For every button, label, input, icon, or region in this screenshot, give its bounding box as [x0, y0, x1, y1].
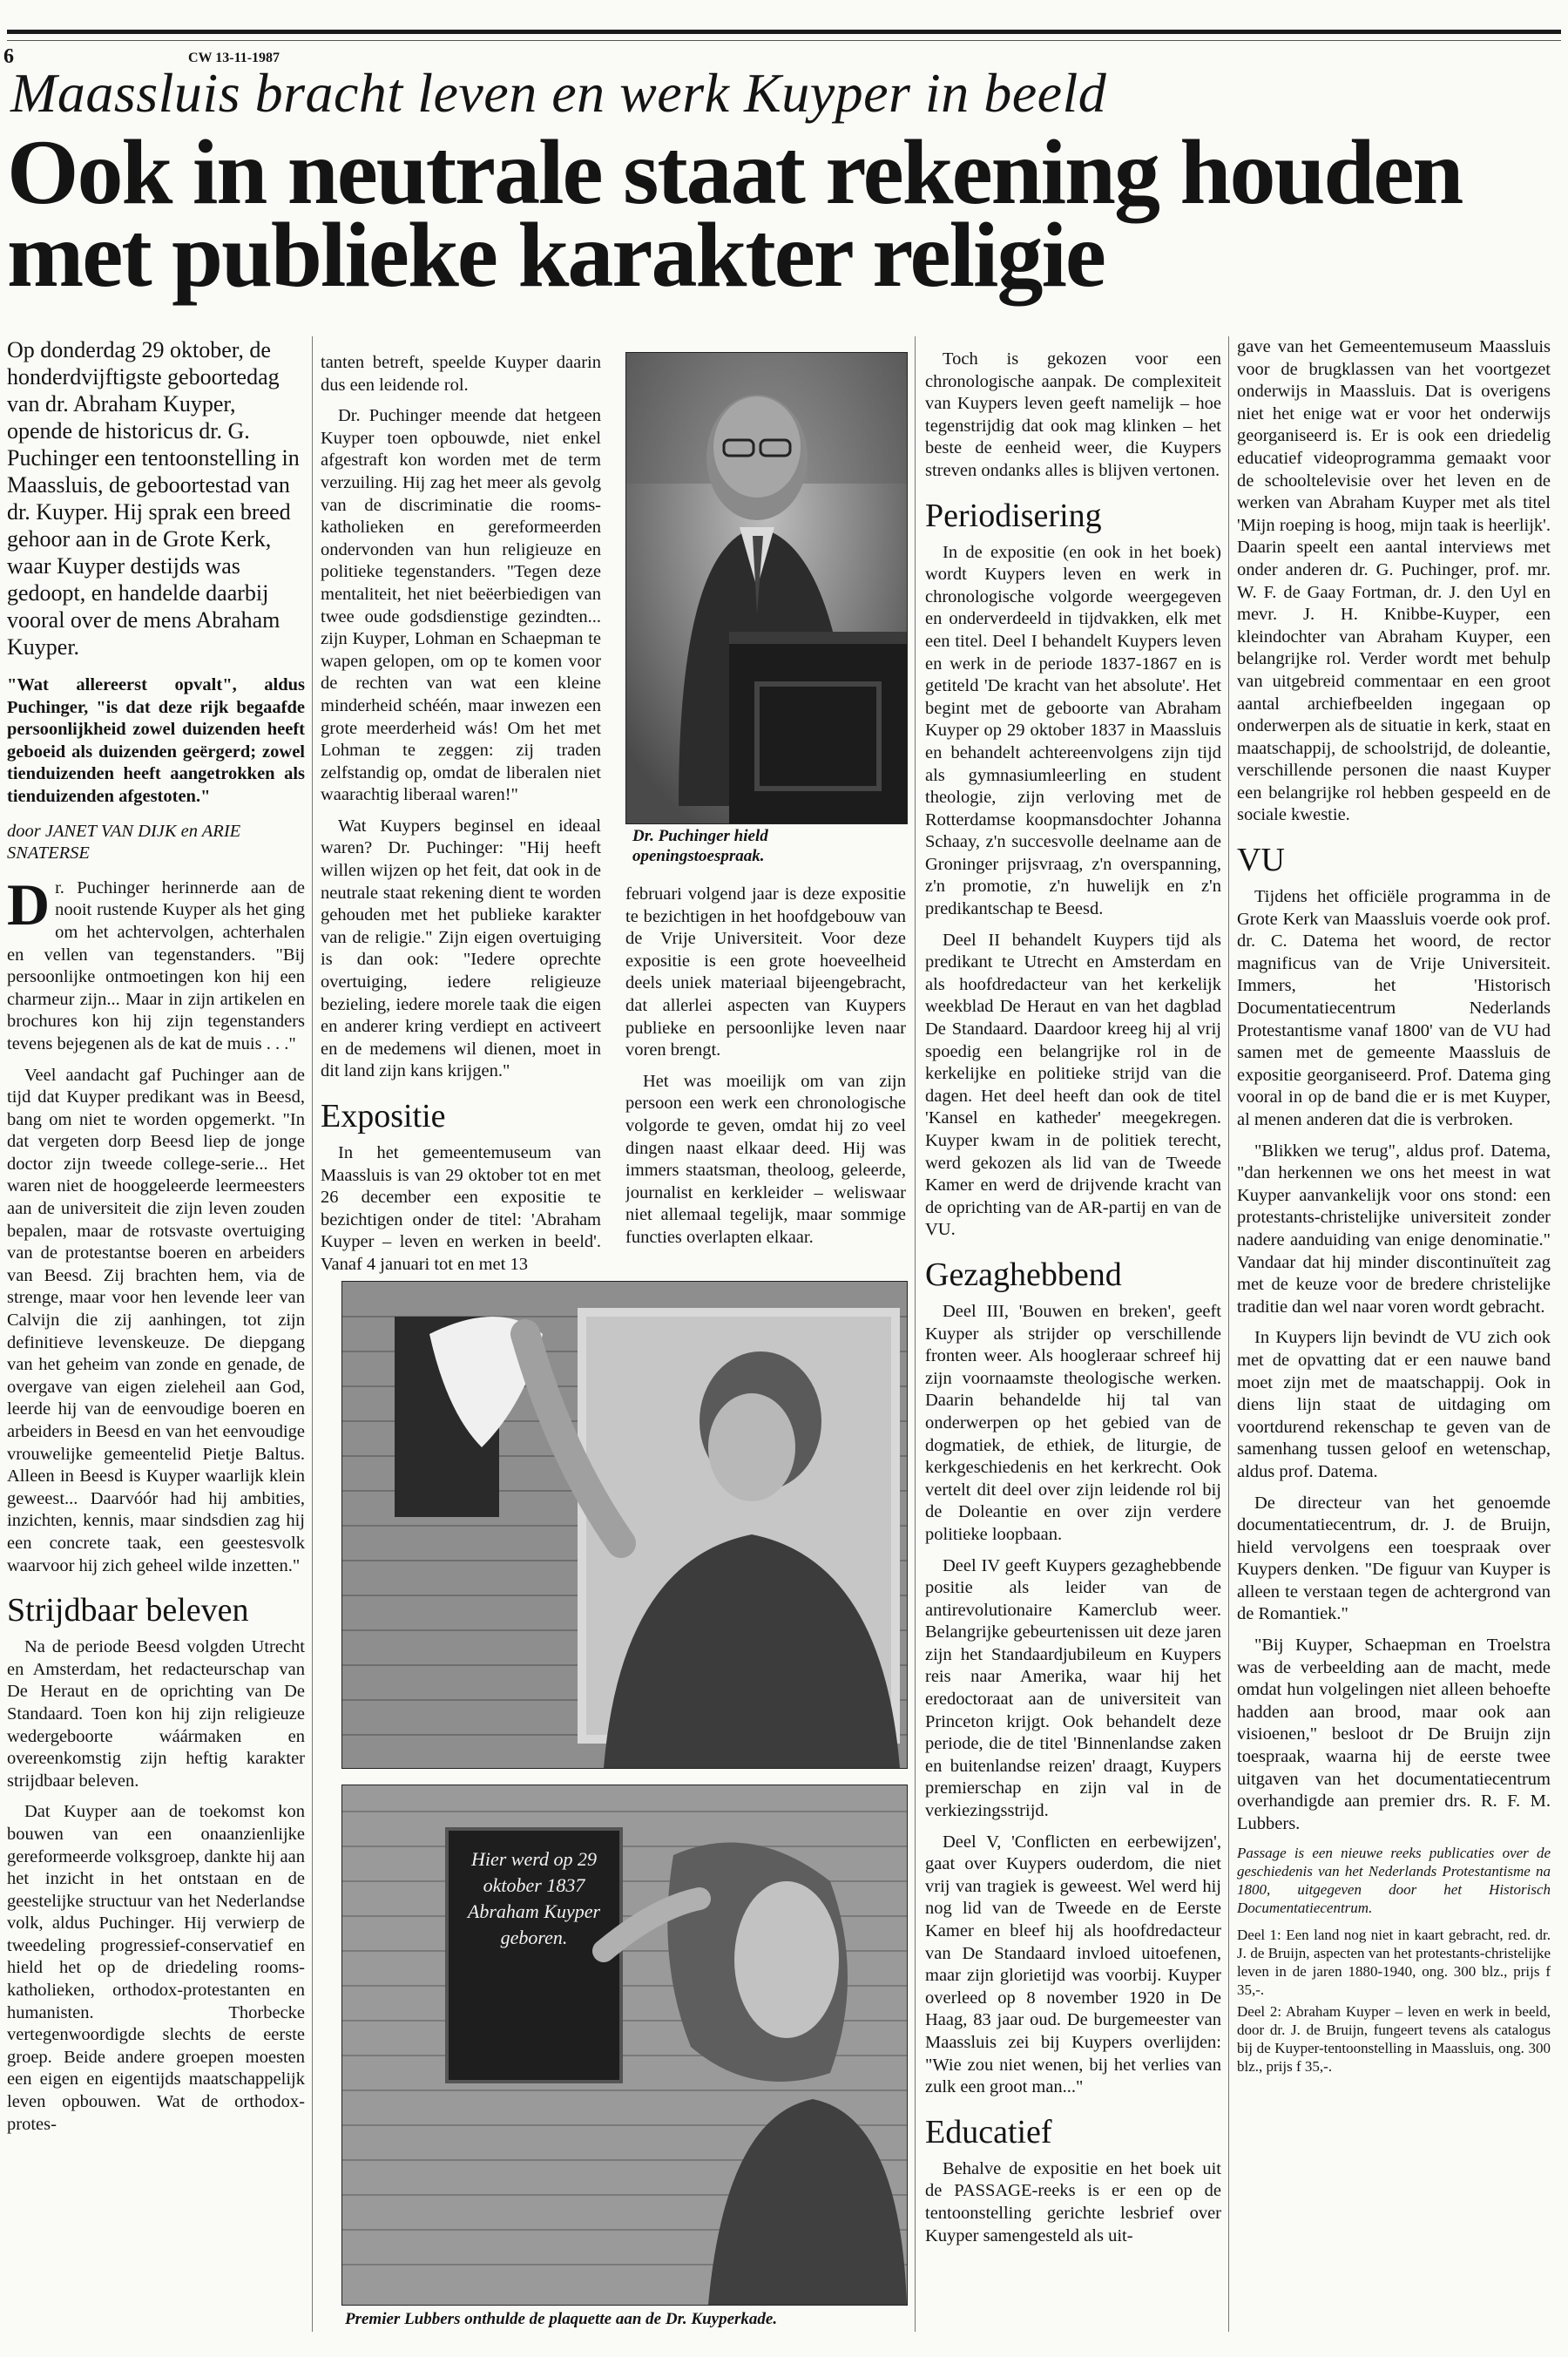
col5-p5: De directeur van het genoemde documentatiecentrum, dr. J. de Bruijn, hield vervolgens een toespraak over Kuypers denken. "De figuur van Kuyper is alleen te verstaan tegen de achtergrond van de Romantiek." [1237, 1493, 1551, 1624]
footnote-deel-1: Deel 1: Een land nog niet in kaart gebracht, red. dr. J. de Bruijn, aspecten van het protestants-christelijke leven in de jaren 1880-1940, ong. 300 blz., prijs f 35,-. [1237, 1927, 1551, 1999]
column-3 [625, 884, 906, 1337]
photo-puchinger [625, 352, 908, 824]
photo-plaque [341, 1785, 908, 2306]
col2-p1: tanten betreft, speelde Kuyper daarin dus een leidende rol. [321, 353, 601, 395]
col4-p1: Toch is gekozen voor een chronologische aanpak. De complexiteit van Kuypers leven geeft namelijk – hoe tegenstrijdig dat ook mag klinken – het beste de eenheid weer, die Kuypers streven ondanks alles is blijven vertonen. [925, 349, 1221, 480]
photo-plaque-image [342, 1785, 907, 2305]
column-rule [1228, 336, 1229, 2332]
col1-p4: Dat Kuyper aan de toekomst kon bouwen van een onaanzienlijke gereformeerde volksgroep, dankte hij aan het inzicht in het ontstaan en de geestelijke structuur van het Nederlandse volk, aldus Puchinger. Hij verwierp de tweedeling progressief-conservatief en hield het op de driedeling rooms-katholieken, orthodox-protestanten en humanisten. Thorbecke vertegenwoordigde slechts de eerste groep. Beide andere groepen moesten een eigen en eigentijds maatschappelijk leven opbouwen. Wat de orthodox-protes- [7, 1802, 305, 2134]
subhead-educatief: Educatief [925, 2113, 1052, 2150]
col5-p4: In Kuypers lijn bevindt de VU zich ook met de opvatting dat er een nauwe band moet zijn met de maatschappij. Ook in diens lijn staat de uitdaging om voortdurend rekenschap te geven van de samenhang tussen geloof en wetenschap, aldus prof. Datema. [1237, 1328, 1551, 1481]
col4-p3: Deel II behandelt Kuypers tijd als predikant te Utrecht en Amsterdam en als hoofdredacteur van het kerkelijk weekblad De Heraut en van het dagblad De Standaard. Daardoor kreeg hij al vrij spoedig een belangrijke rol in de kerkelijke en politieke strijd van die dagen. Het deel heeft dan ook de titel 'Kansel en katheder' meegekregen. Kuyper kwam in de politiek terecht, werd gekozen als lid van de Tweede Kamer en werd de drijvende kracht van de oprichting van de AR-partij en van de VU. [925, 930, 1221, 1240]
column-1 [7, 336, 305, 2340]
photo-puchinger-caption: Dr. Puchinger hield openingstoespraak. [632, 827, 768, 865]
col2-p2: Dr. Puchinger meende dat hetgeen Kuyper toen opbouwde, niet enkel afgestraft kon worden met de term verzuiling. Hij zag het meer als gevolg van de discriminatie die rooms-katholieken en gereformeerden ondervonden van hun religieuze en politieke tegenstanders. "Tegen deze mentaliteit, het niet beëerbiedigen van twee oude godsdienstige gezindten... zijn Kuyper, Lohman en Schaepman te wapen gelopen, om op te komen voor de rechten van wat een kleine minderheid schéén, maar inwezen een grote meerderheid wás! Om het met Lohman te zeggen: zij traden zelfstandig op, omdat de liberalen niet waarachtig liberaal waren!" [321, 406, 601, 805]
column-4 [925, 349, 1221, 2344]
kicker: Maassluis bracht leven en werk Kuyper in beeld [10, 62, 1107, 124]
column-rule [915, 336, 916, 2332]
col4-p6: Deel V, 'Conflicten en eerbewijzen', gaat over Kuypers ouderdom, die niet vrij van tragiek is geweest. Wel werd hij nog lid van de Tweede en de Eerste Kamer en bleef hij als hoofdredacteur van De Standaard invloed uitoefenen, maar zijn glorietijd was voorbij. Kuyper overleed op 8 november 1920 in De Haag, 83 jaar oud. De burgemeester van Maassluis zei bij Kuypers overlijden: "Wie zou niet wenen, bij het verlies van zulk een groot man..." [925, 1832, 1221, 2097]
subhead-gezaghebbend: Gezaghebbend [925, 1256, 1122, 1293]
subhead-strijdbaar: Strijdbaar beleven [7, 1592, 249, 1629]
col1-p1: Dr. Puchinger herinnerde aan de nooit rustende Kuyper als het ging om het achtervolgen, achterhalen en vellen van tegenstanders. "Bij persoonlijke ontmoetingen kon hij een charmeur zijn... Maar in zijn artikelen en brochures kon hij zijn tegenstanders tevens bejegenen als de kat de muis . . ." [7, 870, 305, 1053]
photo-puchinger-image [626, 353, 907, 823]
drop-cap: D [7, 870, 51, 938]
subhead-expositie: Expositie [321, 1098, 446, 1134]
top-rule [7, 30, 1561, 34]
col3-p1: februari volgend jaar is deze expositie te bezichtigen in het hoofdgebouw van de Vrije Universiteit. Voor deze expositie is een grote hoeveelheid deels uniek materiaal bijeengebracht, dat allerlei aspecten van Kuypers publieke en persoonlijke leven naar voren brengt. [625, 884, 906, 1060]
col3-p2: Het was moeilijk om van zijn persoon een werk een chronologische volgorde te geven, omdat hij zo veel dingen naast elkaar deed. Hij was immers staatsman, theoloog, geleerde, journalist en kerkleider – weliswaar niet allemaal tegelijk, maar sommige functies overlapten elkaar. [625, 1071, 906, 1247]
col4-p2: In de expositie (en ook in het boek) wordt Kuypers leven en werk in chronologische volgorde weergegeven en onderverdeeld in tijdvakken, elk met een titel. Deel I behandelt Kuypers leven en werk in de periode 1837-1867 en is getiteld 'De kracht van het absolute'. Het begint met de geboorte van Abraham Kuyper op 29 oktober 1837 in Maassluis en behandelt achtereenvolgens zijn tijd als gymnasiumleerling en student theologie, zijn verloving met de Rotterdamse koopmansdochter Johanna Schaay, z'n succesvolle deelname aan de Groninger prijsvraag, z'n overspanning, z'n promotie, z'n huwelijk en z'n predikantschap te Beesd. [925, 542, 1221, 919]
col4-p5: Deel IV geeft Kuypers gezaghebbende positie als leider van de antirevolutionaire Kamerclub weer. Belangrijke gebeurtenissen uit deze jaren zijn het Standaardjubileum en Kuypers reis naar Amerika, waar hij het eredoctoraat aan de universiteit van Princeton krijgt. Ook behandelt deze periode, die de titel 'Binnenlandse zaken en buitenlandse reizen' draagt, Kuypers premierschap en zijn val in de verkiezingsstrijd. [925, 1555, 1221, 1821]
page-number: 6 [3, 45, 14, 68]
subhead-vu: VU [1237, 842, 1285, 879]
top-rule-thin [7, 40, 1561, 41]
col1-p2: Veel aandacht gaf Puchinger aan de tijd dat Kuyper predikant was in Beesd, bang om niet te worden opgemerkt. "In dat vergeten dorp Beesd liep de jonge doctor zijn tweede college-serie... Het waren niet de hooggeleerde leermeesters aan de universiteit die zijn leven zouden bepalen, maar de rotsvaste overtuiging van de protestantse boeren en arbeiders van Beesd. Zij brachten hem, via de strenge, maar voor hen levende leer van Calvijn die zij aanhingen, tot zijn definitieve levenskeuze. De diepgang van het geheim van zonde en genade, de overgave van eigen zieleheil aan God, leerde hij van de eenvoudige boeren en arbeiders in Beesd en van het eenvoudige vrouwelijke gemeentelid Pietje Baltus. Alleen in Beesd is Kuyper waarlijk klein geweest... Daarvóór had hij ambities, inzichten, kennis, maar sindsdien zag hij een concrete taak, een geestesvolk waarvoor hij zich geheel wilde inzetten." [7, 1065, 305, 1575]
byline: door JANET VAN DIJK en ARIE SNATERSE [7, 821, 241, 864]
column-5 [1237, 336, 1551, 2340]
photo-lubbers-image [342, 1282, 907, 1768]
plaque-text: Hier werd op 29 oktober 1837 Abraham Kuyper geboren. [467, 1848, 601, 1948]
footnote-deel-2: Deel 2: Abraham Kuyper – leven en werk in beeld, door dr. J. de Bruijn, fungeert tevens als catalogus bij de Kuyper-tentoonstelling in Maassluis, ong. 300 blz., prijs f 35,-. [1237, 2003, 1551, 2076]
col5-p3: "Blikken we terug", aldus prof. Datema, "dan herkennen we ons het meest in wat Kuyper aanvankelijk voor ons stond: een protestants-christelijke universiteit zonder nadere aanduiding van enige denominatie." Vandaar dat hij minder discontinuïteit zag met de keuze voor de bredere christelijke traditie dan wel naar voren wordt gebracht. [1237, 1141, 1551, 1317]
footnote-passage: Passage is een nieuwe reeks publicaties over de geschiedenis van het Nederlands Protestantisme na 1800, uitgegeven door het Historisch Documentatiecentrum. [1237, 1845, 1551, 1917]
subhead-periodisering: Periodisering [925, 497, 1102, 534]
col5-p2: Tijdens het officiële programma in de Grote Kerk van Maassluis voerde ook prof. dr. C. Datema het woord, de rector magnificus van de Vrije Universiteit. Immers, het 'Historisch Documentatiecentrum Nederlands Protestantisme vanaf 1800' van de VU had samen met de gemeente Maassluis de expositie georganiseerd. Prof. Datema ging vooral in op de band die er is met Kuyper, al menen anderen dat die is verbroken. [1237, 887, 1551, 1129]
photo-lubbers-caption: Premier Lubbers onthulde de plaquette aan de Dr. Kuyperkade. [345, 2310, 778, 2328]
lead-paragraph: Op donderdag 29 oktober, de honderdvijftigste geboortedag van dr. Abraham Kuyper, opende de historicus dr. G. Puchinger een tentoonstelling in Maassluis, de geboortestad van dr. Kuyper. Hij sprak een breed gehoor aan in de Grote Kerk, waar Kuyper destijds was gedoopt, en handelde daarbij vooral over de mens Abraham Kuyper. [7, 337, 300, 660]
col4-p7: Behalve de expositie en het boek uit de PASSAGE-reeks is er een op de tentoonstelling gerichte lesbrief over Kuyper samengesteld als uit- [925, 2158, 1221, 2245]
dateline: CW 13-11-1987 [188, 51, 280, 65]
photo-lubbers-unveiling [341, 1281, 908, 1769]
headline: Ook in neutrale staat rekening houden met publieke karakter religie [7, 121, 1463, 306]
column-rule [312, 336, 313, 2332]
intro-quote: "Wat allereerst opvalt", aldus Puchinger, "is dat deze rijk begaafde persoonlijkheid zowel duizenden heeft geboeid als duizenden geërgerd; zowel tienduizenden heeft aangetrokken als tienduizenden afgestoten." [7, 675, 305, 806]
col2-p3: Wat Kuypers beginsel en ideaal waren? Dr. Puchinger: "Hij heeft willen wijzen op het feit, dat ook in de neutrale staat rekening dient te worden gehouden met het publieke karakter van de religie." Zijn eigen overtuiging is dan ook: "Iedere oprechte overtuiging, iedere religieuze bezieling, iedere morele taak die eigen en anderer kring verdiept en activeert en de medemens wil dienen, moet in dit land zijn kans krijgen." [321, 816, 601, 1081]
col1-p3: Na de periode Beesd volgden Utrecht en Amsterdam, het redacteurschap van De Heraut en de oprichting van De Standaard. Toen kon hij zijn religieuze wedergeboorte wáármaken en overeenkomstig zijn heftig karakter strijdbaar beleven. [7, 1637, 305, 1791]
column-2 [321, 352, 601, 1337]
col2-p4: In het gemeentemuseum van Maassluis is van 29 oktober tot en met 26 december een expositie te bezichtigen onder de titel: 'Abraham Kuyper – leven en werken in beeld'. Vanaf 4 januari tot en met 13 [321, 1143, 601, 1274]
col5-p1: gave van het Gemeentemuseum Maassluis voor de brugklassen van het voortgezet onderwijs in Maassluis. Dat is overigens niet het enige wat er voor het onderwijs georganiseerd is. Er is ook een driedelig educatief videoprogramma gemaakt voor de schooltelevisie over het leven en de werken van Abraham Kuyper met als titel 'Mijn roeping is hoog, mijn taak is heerlijk'. Daarin speelt een aantal interviews met onder anderen dr. G. Puchinger, prof. mr. W. F. de Gaay Fortman, dr. J. den Uyl en mevr. J. H. Knibbe-Kuyper, een kleindochter van Abraham Kuyper, een belangrijke rol. Verder wordt met behulp van uitgebreid commentaar en een groot aantal archiefbeelden ingegaan op onderwerpen als de situatie in kerk, staat en maatschappij, de schoolstrijd, de doleantie, verschillende personen die naast Kuyper een belangrijke rol hebben gespeeld en de sociale kwestie. [1237, 337, 1551, 825]
col5-p6: "Bij Kuyper, Schaepman en Troelstra was de verbeelding aan de macht, mede omdat hun volgelingen niet alleen behoefte hadden aan brood, maar ook aan visioenen," besloot dr De Bruijn zijn toespraak, waarna hij de eerste twee uitgaven van het documentatiecentrum overhandigde aan premier drs. R. F. M. Lubbers. [1237, 1636, 1551, 1833]
col4-p4: Deel III, 'Bouwen en breken', geeft Kuyper als strijder op verschillende fronten weer. Als hoogleraar schreef hij zijn voornaamste theologische werken. Daarin behandelde hij tal van onderwerpen op het gebied van de dogmatiek, de ethiek, de liturgie, de kerkgeschiedenis en het kerkrecht. Ook vertelt dit deel over zijn leidende rol bij de Doleantie en over zijn verdere politieke loopbaan. [925, 1301, 1221, 1544]
